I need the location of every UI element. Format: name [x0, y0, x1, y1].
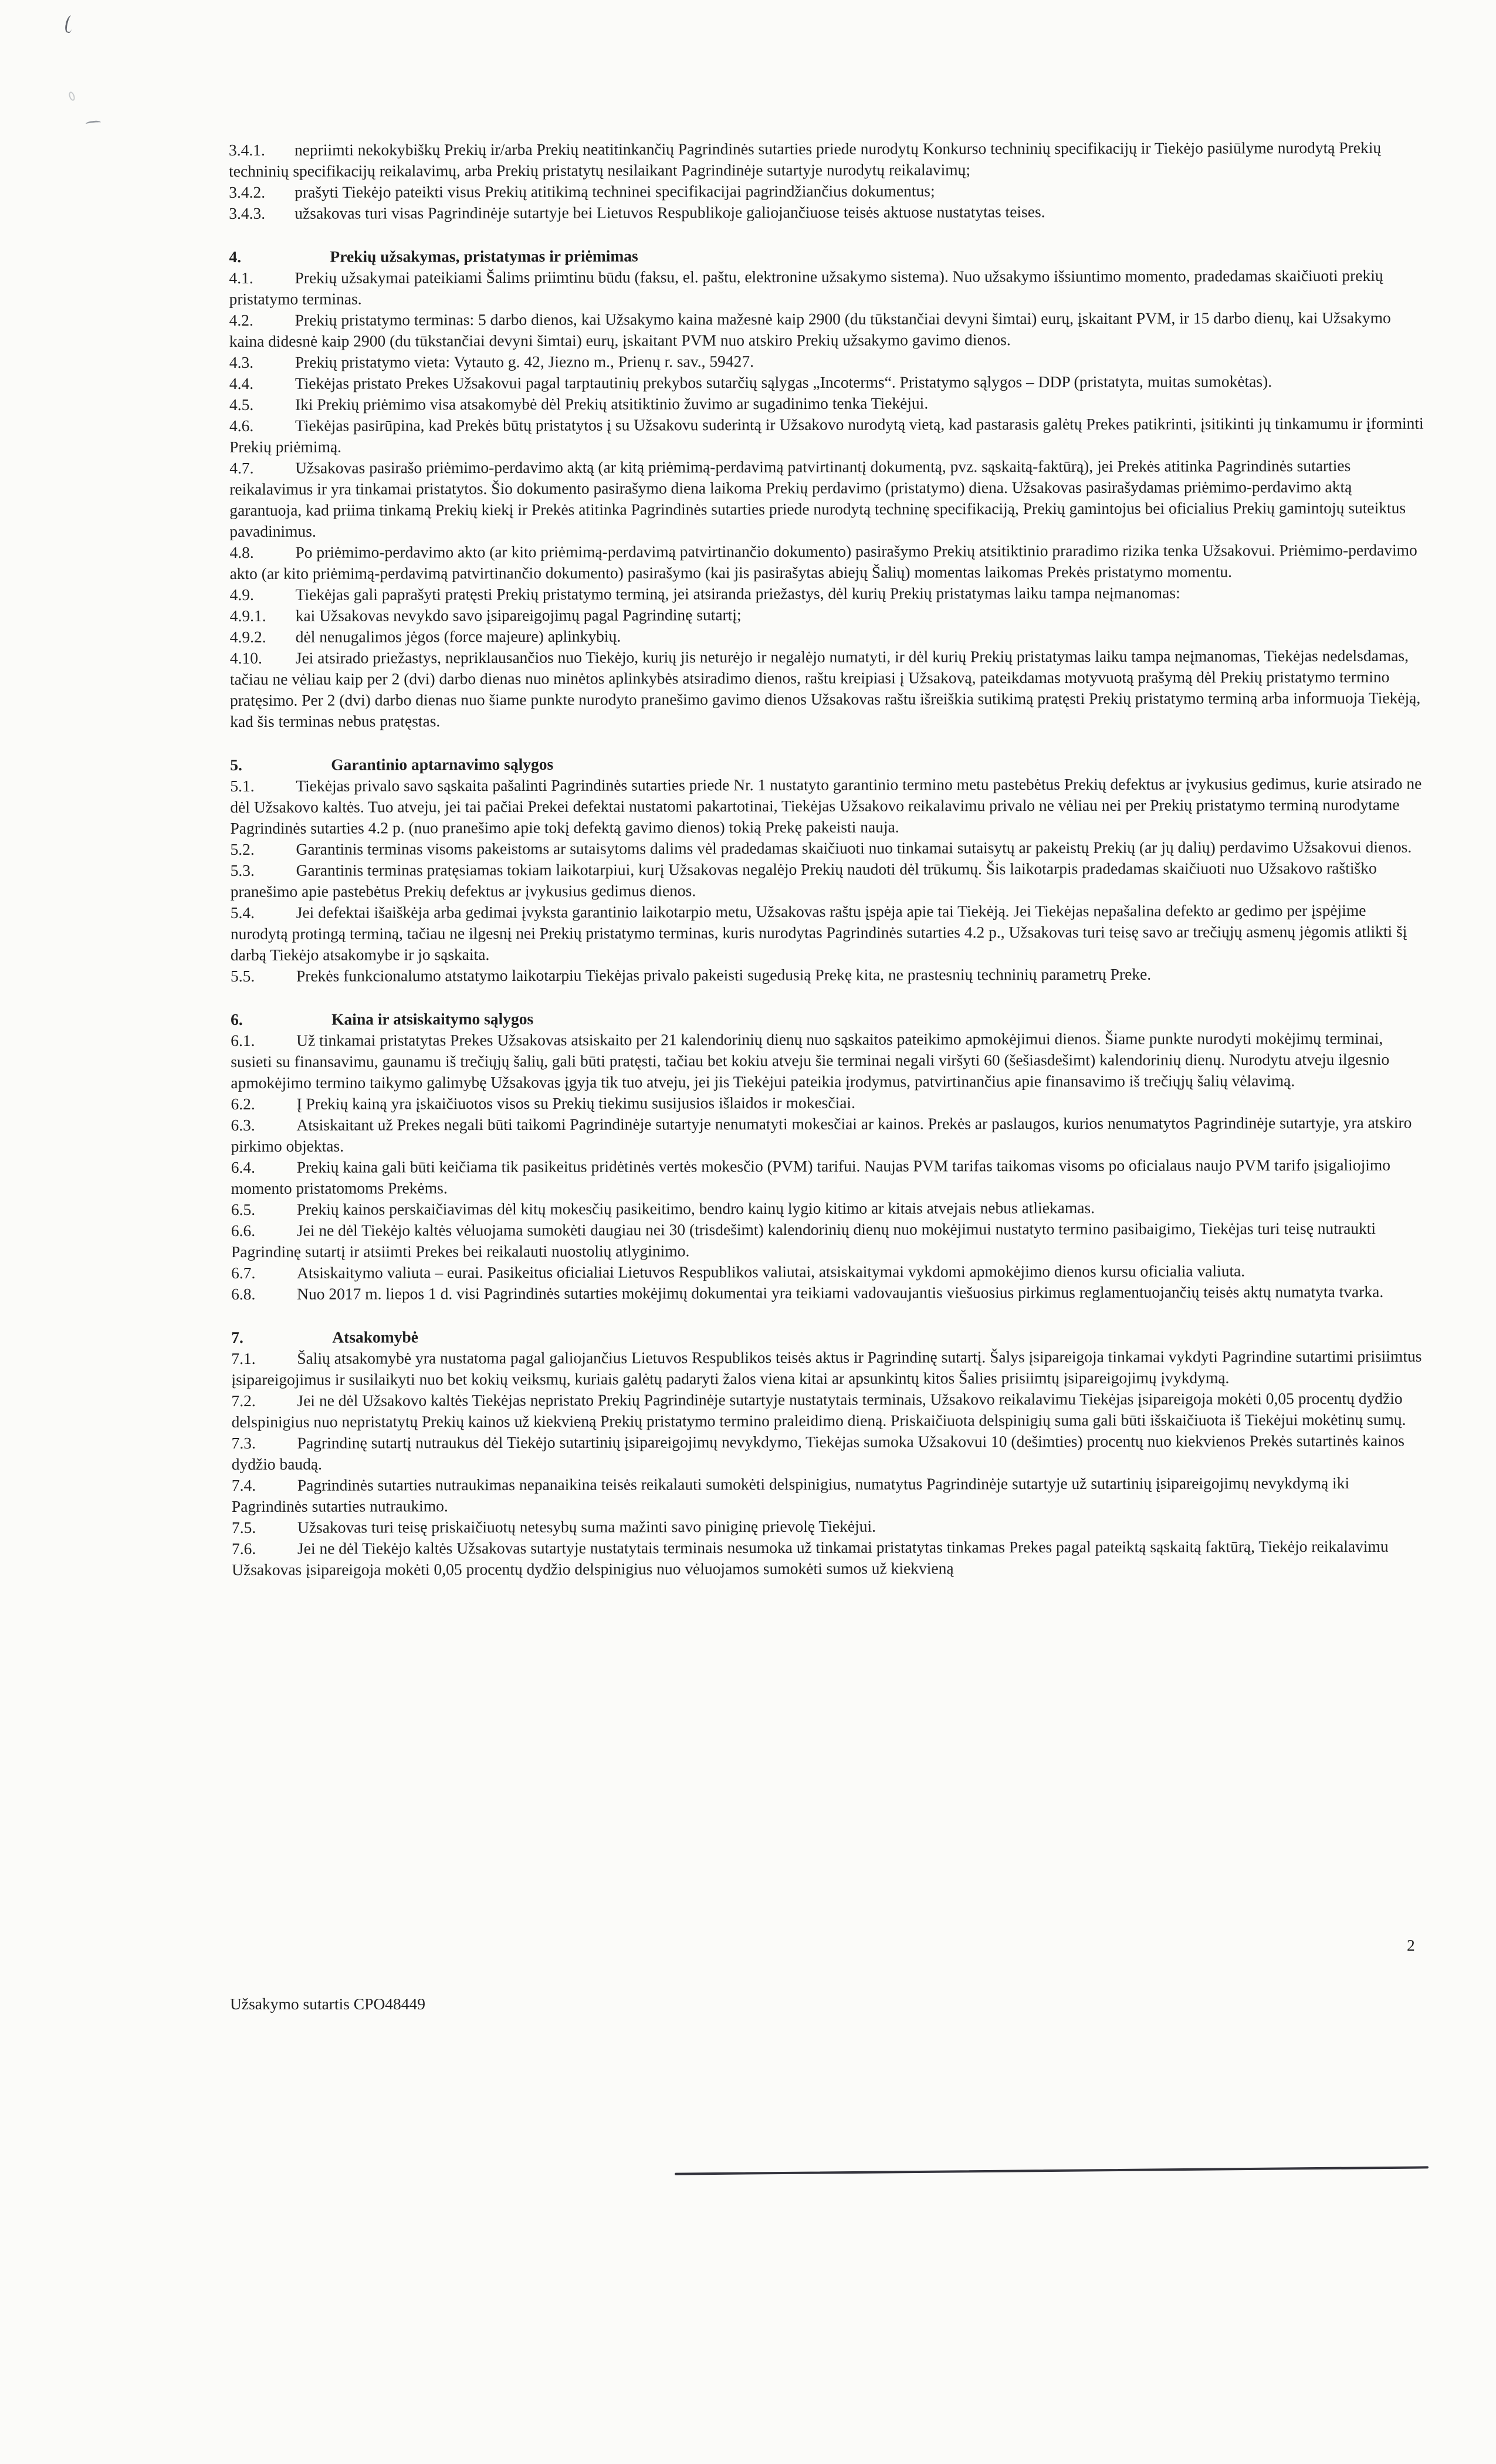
clause-text: Atsiskaitymo valiuta – eurai. Pasikeitus oficialiai Lietuvos Respublikos valiutai, atsiskaitymai vykdomi apmokėjimo dienos kursu oficialia valiuta.: [297, 1261, 1245, 1282]
clause-number: 6.7.: [231, 1263, 256, 1282]
clause-number: 4.4.: [229, 374, 254, 392]
clause-text: Šalių atsakomybė yra nustatoma pagal galiojančius Lietuvos Respublikos teisės aktus ir Pagrindinę sutartį. Šalys įsipareigoja tinkamai vykdyti Pagrindine sutartimi prisiimtus įsipareigojimus ir susilaikyti nuo bet kokių veiksmų, kuriais galėtų padaryti žalos viena kitai ar apsunkintų kitos Šalies prisiimtų įsipareigojimų įvykdymą.: [231, 1346, 1422, 1389]
clause-number: 7.4.: [231, 1475, 256, 1494]
clause-text: Tiekėjas privalo savo sąskaita pašalinti Pagrindinės sutarties priede Nr. 1 nustatyto garantinio termino metu pastebėtus Prekių defektus ar įvykusius gedimus, kurie atsirado ne dėl Užsakovo kaltės. Tuo atveju, jei tai pačiai Prekei defektai nustatomi pakartotinai, Tiekėjas Užsakovo reikalavimu privalo ne vėliau nei per Prekių pristatymo terminą nurodytame Pagrindinės sutarties 4.2 p. (nuo pranešimo apie tokį defektą gavimo dienos) tokią Prekę pakeisti nauja.: [230, 774, 1422, 837]
clause-number: 5.1.: [230, 776, 255, 795]
clause-number: 6.8.: [231, 1284, 256, 1303]
clause-number: 6.2.: [231, 1094, 255, 1113]
section-heading: [231, 1325, 1428, 1348]
clause-number: 3.4.3.: [229, 204, 266, 222]
clause-text: Užsakovas pasirašo priėmimo-perdavimo aktą (ar kitą priėmimą-perdavimą patvirtinantį dokumentą, pvz. sąskaitą-faktūrą), jei Prekės atitinka Pagrindinės sutarties reikalavimus ir yra tinkamai pristatytos. Šio dokumento pasirašymo diena laikoma Prekių perdavimo (pristatymo) diena. Užsakovas pasirašydamas priėmimo-perdavimo aktą garantuoja, kad priima tinkamą Prekių kiekį ir Prekės atitinka Pagrindinės sutarties priede nurodytą techninę specifikaciją, Prekių gamintojus bei oficialius Prekių gamintojų suteiktus pavadinimus.: [229, 456, 1406, 540]
clause-text: Prekių kainos perskaičiavimas dėl kitų mokesčių pasikeitimo, bendro kainų lygio kitimo ar kitais atvejais nebus atliekamas.: [296, 1198, 1095, 1219]
clause-4-1: [229, 265, 1426, 310]
section-title: Garantinio aptarnavimo sąlygos: [331, 754, 554, 774]
clause-number: 7.3.: [231, 1433, 256, 1452]
clause-text: Užsakovas turi teisę priskaičiuotų netesybų suma mažinti savo piniginę prievolę Tiekėjui.: [297, 1517, 876, 1536]
clause-text: Nuo 2017 m. liepos 1 d. visi Pagrindinės sutarties mokėjimų dokumentai yra teikiami vadovaujantis viešuosius pirkimus reglamentuojančių teisės aktų numatyta tvarka.: [297, 1282, 1384, 1303]
clause-text: Jei atsirado priežastys, nepriklausančios nuo Tiekėjo, kurių jis neturėjo ir negalėjo numatyti, ir dėl kurių Prekių pristatymas laiku tampa neįmanomas, Tiekėjas nedelsdamas, tačiau ne vėliau kaip per 2 (dvi) darbo dienas nuo minėtos aplinkybės atsiradimo dienos, raštu kreipiasi į Užsakovą, pateikdamas motyvuotą prašymą dėl Prekių pristatymo termino pratęsimo. Per 2 (dvi) darbo dienas nuo šiame punkte nurodyto pranešimo gavimo dienos Užsakovas raštu išreiškia sutikimą pratęsti Prekių pristatymo terminą arba informuoja Tiekėją, kad šis terminas nebus pratęstas.: [229, 646, 1421, 730]
clause-6-2: [231, 1091, 1427, 1115]
section-7: [231, 1325, 1429, 1580]
clause-4-9-2: [230, 624, 1427, 648]
clause-number: 4.5.: [229, 395, 254, 414]
clause-number: 4.9.1.: [229, 606, 266, 625]
clause-7-3: [232, 1430, 1429, 1475]
clause-number: 4.1.: [229, 268, 253, 287]
clause-4-5: [229, 392, 1426, 415]
clause-number: 6.3.: [231, 1115, 255, 1134]
clause-text: Jei ne dėl Tiekėjo kaltės Užsakovas sutartyje nustatytais terminais nesumoka už tinkamai pristatytas tinkamas Prekes pagal pateiktą sąskaitą faktūrą, Tiekėjo reikalavimu Užsakovas įsipareigoja mokėti 0,05 procentų dydžio delspinigius nuo vėluojamos sumokėti sumos už kiekvieną: [232, 1536, 1389, 1579]
clause-text: Pagrindinės sutarties nutraukimas nepanaikina teisės reikalauti sumokėti delspinigius, numatytus Pagrindinėje sutartyje už sutartinių įsipareigojimų nevykdymą iki Pagrindinės sutarties nutraukimo.: [231, 1474, 1350, 1515]
clause-4-3: [229, 350, 1426, 373]
scan-line-artifact: [675, 2166, 1429, 2175]
clause-number: 6.1.: [231, 1031, 255, 1050]
clause-number: 3.4.1.: [229, 140, 265, 159]
clause-number: 4.9.2.: [229, 627, 266, 646]
clause-text: Tiekėjas pristato Prekes Užsakovui pagal tarptautinių prekybos sutarčių sąlygas „Incoterms“. Pristatymo sąlygos – DDP (pristatyta, muitas sumokėtas).: [295, 372, 1272, 392]
clause-6-8: [231, 1281, 1428, 1305]
clause-text: Jei ne dėl Tiekėjo kaltės vėluojama sumokėti daugiau nei 30 (trisdešimt) kalendorinių dienų nuo mokėjimui nustatyto termino pasibaigimo, Tiekėjas turi teisę nutraukti Pagrindinę sutartį ir atsiimti Prekes bei reikalauti nuostolių atlyginimo.: [231, 1219, 1376, 1261]
clause-text: dėl nenugalimos jėgos (force majeure) aplinkybių.: [295, 627, 621, 646]
clause-4-2: [229, 307, 1426, 352]
clause-text: Garantinis terminas pratęsiamas tokiam laikotarpiui, kurį Užsakovas negalėjo Prekių naudoti dėl trūkumų. Šis laikotarpis pradedamas skaičiuoti nuo Užsakovo raštiško pranešimo apie pastebėtus Prekių defektus ar įvykusius gedimus dienos.: [230, 858, 1377, 901]
clause-6-5: [231, 1197, 1428, 1220]
clause-number: 5.5.: [230, 966, 255, 985]
clause-text: Atsiskaitant už Prekes negali būti taikomi Pagrindinėje sutartyje nenumatyti mokesčiai ar kainos. Prekės ar paslaugos, kurios nenumatytos Pagrindinėje sutartyje, yra atskiro pirkimo objektas.: [231, 1113, 1412, 1155]
section-number: 6.: [231, 1010, 243, 1028]
document-body: [229, 137, 1429, 1580]
clause-text: Pagrindinę sutartį nutraukus dėl Tiekėjo sutartinių įsipareigojimų nevykdymo, Tiekėjas sumoka Užsakovui 10 (dešimties) procentų nuo kiekvienos Prekės sutartinės kainos dydžio baudą.: [231, 1431, 1405, 1473]
scan-artifact-dot: [68, 91, 76, 101]
clause-number: 5.2.: [230, 840, 255, 858]
clause-text: Prekių pristatymo terminas: 5 darbo dienos, kai Užsakymo kaina mažesnė kaip 2900 (du tūkstančiai devyni šimtai) eurų, įskaitant PVM, ir 15 darbo dienų, kai Užsakymo kaina didesnė kaip 2900 (du tūkstančiai devyni šimtai) eurų, įskaitant PVM nuo atskiro Prekių užsakymo gavimo dienos.: [229, 308, 1391, 350]
clause-number: 7.1.: [231, 1349, 256, 1368]
clause-4-10: [230, 645, 1427, 732]
clause-text: Į Prekių kainą yra įskaičiuotos visos su Prekių tiekimu susijusios išlaidos ir mokesčiai.: [296, 1093, 855, 1113]
clause-number: 6.6.: [231, 1221, 256, 1240]
clause-number: 4.8.: [229, 543, 254, 561]
section-number: 7.: [231, 1328, 243, 1346]
clause-number: 4.9.: [229, 585, 254, 604]
section-4: [229, 244, 1427, 732]
clause-6-4: [231, 1155, 1428, 1199]
section-heading: [231, 1007, 1427, 1030]
clause-7-1: [231, 1346, 1428, 1390]
clause-number: 4.2.: [229, 310, 253, 329]
clause-text: Iki Prekių priėmimo visa atsakomybė dėl Prekių atsitiktinio žuvimo ar sugadinimo tenka Tiekėjui.: [295, 394, 929, 414]
clause-7-2: [231, 1388, 1428, 1433]
clause-text: užsakovas turi visas Pagrindinėje sutartyje bei Lietuvos Respublikoje galiojančiuose teisės aktuose nustatytas teises.: [295, 202, 1045, 222]
clause-4-4: [229, 371, 1426, 394]
clause-number: 3.4.2.: [229, 182, 266, 201]
clause-7-6: [232, 1536, 1429, 1580]
clause-number: 5.4.: [230, 903, 255, 922]
clause-7-5: [232, 1515, 1429, 1538]
clause-5-3: [231, 858, 1427, 902]
clause-text: Prekių kaina gali būti keičiama tik pasikeitus pridėtinės vertės mokesčio (PVM) tarifui. Naujas PVM tarifas taikomas visoms po oficialaus naujo PVM tarifo įsigaliojimo momento pristatomoms Prekėms.: [231, 1155, 1391, 1197]
clause-text: Po priėmimo-perdavimo akto (ar kito priėmimą-perdavimą patvirtinančio dokumento) pasirašymo Prekių atsitiktinio praradimo rizika tenka Užsakovui. Priėmimo-perdavimo akto (ar kito priėmimą-perdavimą patvirtinančio dokumento) pasirašymo (kai jis pasirašytas abiejų Šalių) momentas laikomas Prekės pristatymo momentu.: [229, 540, 1417, 583]
clause-5-4: [231, 900, 1427, 966]
section-heading: [230, 752, 1427, 776]
clause-text: prašyti Tiekėjo pateikti visus Prekių atitikimą techninei specifikacijai pagrindžiančius dokumentus;: [295, 181, 935, 201]
clause-text: Tiekėjas pasirūpina, kad Prekės būtų pristatytos į su Užsakovu suderintą ir Užsakovo nurodytą vietą, kad pastarasis galėtų Prekes patikrinti, įsitikinti jų tinkamumu ir įforminti Prekių priėmimą.: [229, 414, 1424, 456]
clause-text: nepriimti nekokybiškų Prekių ir/arba Prekių neatitinkančių Pagrindinės sutarties priede nurodytų Konkurso techninių specifikacijų ir Tiekėjo pasiūlyme nurodytą Prekių techninių specifikacijų reikalavimų, arba Prekių pristatytų nesilaikant Pagrindinėje sutartyje nurodytų reikalavimų;: [229, 138, 1382, 180]
clause-text: Prekės funkcionalumo atstatymo laikotarpiu Tiekėjas privalo pakeisti sugedusią Prekę kita, ne prastesnių techninių parametrų Preke.: [296, 964, 1152, 985]
scan-artifact-dash: [86, 120, 101, 127]
clause-5-5: [231, 963, 1427, 987]
clause-number: 6.4.: [231, 1157, 255, 1176]
clause-6-7: [231, 1260, 1428, 1284]
scan-artifact-squiggle: [64, 15, 75, 33]
section-title: Prekių užsakymas, pristatymas ir priėmimas: [330, 246, 638, 266]
clause-3-4-2: [229, 180, 1426, 203]
section-number: 5.: [230, 755, 242, 774]
section-heading: [229, 244, 1426, 268]
clause-number: 4.10.: [229, 648, 262, 667]
clause-text: Jei defektai išaiškėja arba gedimai įvyksta garantinio laikotarpio metu, Užsakovas raštu įspėja apie tai Tiekėją. Jei Tiekėjas nepašalina defekto ar gedimo per įspėjime nurodytą protingą terminą, tačiau ne ilgesnį nei Prekių pristatymo terminas, kuris nurodytas Pagrindinės sutarties 4.2 p., Užsakovas turi teisę savo ar trečiųjų asmenų jėgomis atlikti šį darbą Tiekėjo atsakomybe ir jo sąskaita.: [230, 901, 1407, 964]
clause-number: 4.7.: [229, 458, 254, 477]
clause-number: 7.2.: [231, 1391, 256, 1410]
clause-number: 7.6.: [231, 1539, 256, 1558]
clause-number: 4.3.: [229, 353, 254, 371]
clause-5-1: [230, 773, 1427, 839]
clause-4-8: [229, 540, 1426, 584]
clause-4-7: [229, 455, 1426, 542]
clause-text: kai Užsakovas nevykdo savo įsipareigojimų pagal Pagrindinę sutartį;: [295, 605, 742, 625]
clause-3-4-3: [229, 201, 1426, 224]
clause-number: 6.5.: [231, 1200, 256, 1219]
page-number: 2: [1407, 1936, 1415, 1954]
clause-text: Prekių pristatymo vieta: Vytauto g. 42, Jiezno m., Prienų r. sav., 59427.: [295, 352, 754, 371]
clause-4-9: [230, 582, 1427, 605]
clause-text: Garantinis terminas visoms pakeistoms ar sutaisytoms dalims vėl pradedamas skaičiuoti nuo tinkamai sutaisytų ar pakeistų Prekių (ar jų dalių) perdavimo Užsakovui dienos.: [296, 837, 1412, 858]
clause-4-9-1: [230, 603, 1427, 627]
section-5: [230, 752, 1427, 987]
clause-number: 4.6.: [229, 416, 254, 435]
clause-text: Prekių užsakymai pateikiami Šalims priimtinu būdu (faksu, el. paštu, elektronine užsakymo sistema). Nuo užsakymo išsiuntimo momento, pradedamas skaičiuoti prekių pristatymo terminas.: [229, 266, 1383, 308]
clause-7-4: [232, 1473, 1429, 1517]
section-title: Kaina ir atsiskaitymo sąlygos: [331, 1009, 534, 1028]
document-footer-title: Užsakymo sutartis CPO48449: [230, 1995, 426, 2013]
clause-6-1: [231, 1028, 1427, 1094]
clause-5-2: [230, 837, 1427, 860]
section-6: [231, 1007, 1428, 1305]
clause-number: 7.5.: [231, 1518, 256, 1536]
clause-text: Tiekėjas gali paprašyti pratęsti Prekių pristatymo terminą, jei atsiranda priežastys, dėl kurių Prekių pristatymas laiku tampa neįmanomas:: [295, 583, 1180, 604]
clause-3-4-1: [229, 137, 1426, 182]
clause-6-3: [231, 1112, 1427, 1157]
clause-number: 5.3.: [230, 861, 255, 879]
clause-text: Jei ne dėl Užsakovo kaltės Tiekėjas nepristato Prekių Pagrindinėje sutartyje nustatytais terminais, Užsakovo reikalavimu Tiekėjas įsipareigoja mokėti 0,05 procentų dydžio delspinigius nuo nepristatytų Prekių kainos už kiekvieną Prekių pristatymo termino praleidimo dieną. Priskaičiuota delspinigių suma gali būti išskaičiuota iš Tiekėjui mokėtinų sumų.: [231, 1389, 1406, 1431]
section-number: 4.: [229, 247, 242, 266]
clause-4-6: [229, 413, 1426, 458]
section-title: Atsakomybė: [332, 1328, 418, 1346]
clause-text: Už tinkamai pristatytas Prekes Užsakovas atsiskaito per 21 kalendorinių dienų nuo sąskaitos pateikimo apmokėjimui dienos. Šiame punkte nurodyti mokėjimų terminai, susieti su finansavimu, gaunamu iš trečiųjų šalių, gali būti pratęsti, tačiau bet kokiu atveju šie terminai negali viršyti 60 (šešiasdešimt) kalendorinių dienų. Nurodytu atveju ilgesnio apmokėjimo termino taikymo galimybę Užsakovas įgyja tik tuo atveju, jei jis Tiekėjui pateikia įrodymus, patvirtinančius apie finansavimo iš trečiųjų šalių vėlavimą.: [231, 1028, 1390, 1092]
clause-6-6: [231, 1218, 1428, 1263]
